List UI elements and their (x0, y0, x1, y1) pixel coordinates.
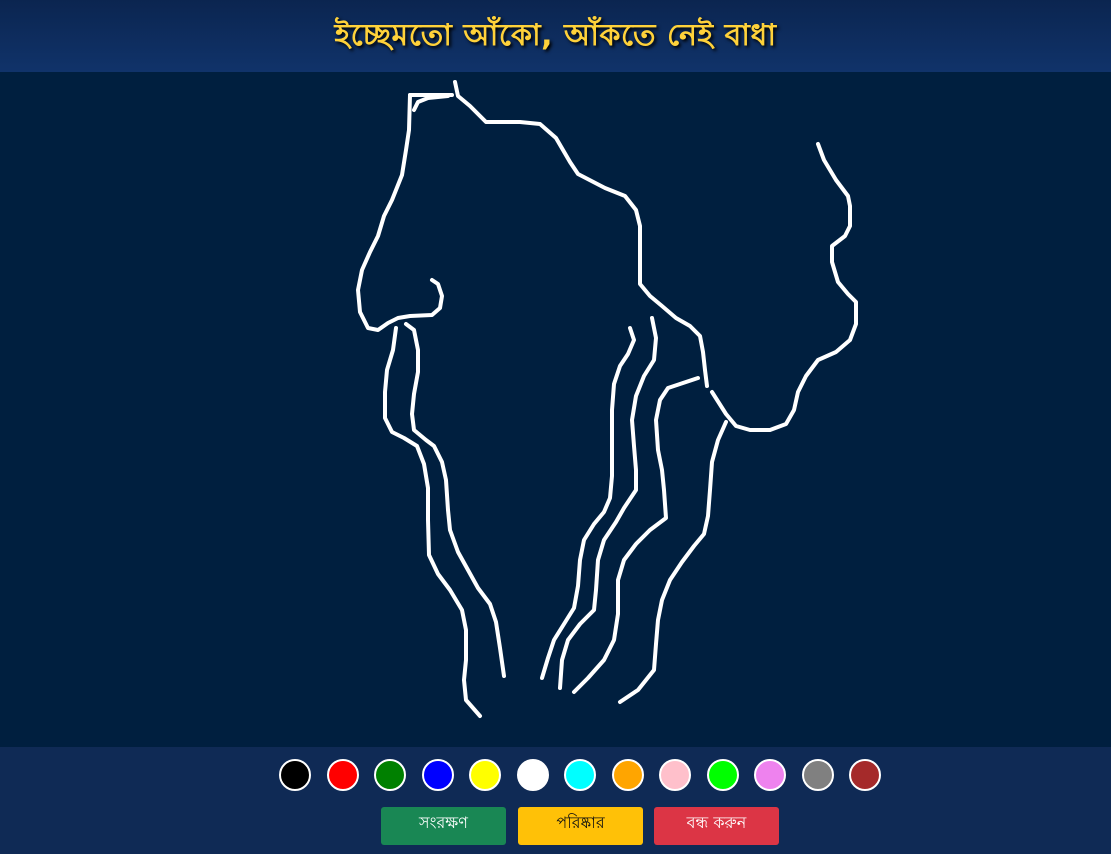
color-swatch-yellow[interactable] (469, 759, 501, 791)
clear-button[interactable]: পরিষ্কার (518, 807, 643, 845)
color-palette (0, 759, 1111, 795)
color-swatch-white[interactable] (517, 759, 549, 791)
color-swatch-blue[interactable] (422, 759, 454, 791)
color-swatch-black[interactable] (279, 759, 311, 791)
drawn-stroke (574, 378, 698, 692)
drawn-stroke (712, 144, 856, 430)
close-button[interactable]: বন্ধ করুন (654, 807, 779, 845)
color-swatch-lime[interactable] (707, 759, 739, 791)
drawing-canvas[interactable] (0, 72, 1111, 747)
color-swatch-orange[interactable] (612, 759, 644, 791)
page-title: ইচ্ছেমতো আঁকো, আঁকতে নেই বাধা (334, 17, 777, 53)
bottom-toolbar (0, 747, 1111, 854)
drawn-stroke (542, 328, 634, 678)
color-swatch-cyan[interactable] (564, 759, 596, 791)
drawn-stroke (358, 95, 442, 330)
color-swatch-red[interactable] (327, 759, 359, 791)
color-swatch-violet[interactable] (754, 759, 786, 791)
drawing-layer (0, 72, 1111, 747)
color-swatch-gray[interactable] (802, 759, 834, 791)
save-button[interactable]: সংরক্ষণ (381, 807, 506, 845)
color-swatch-pink[interactable] (659, 759, 691, 791)
app-header (0, 0, 1111, 72)
drawn-stroke (385, 328, 480, 716)
color-swatch-green[interactable] (374, 759, 406, 791)
drawn-stroke (406, 324, 504, 676)
drawn-stroke (410, 82, 707, 386)
color-swatch-brown[interactable] (849, 759, 881, 791)
